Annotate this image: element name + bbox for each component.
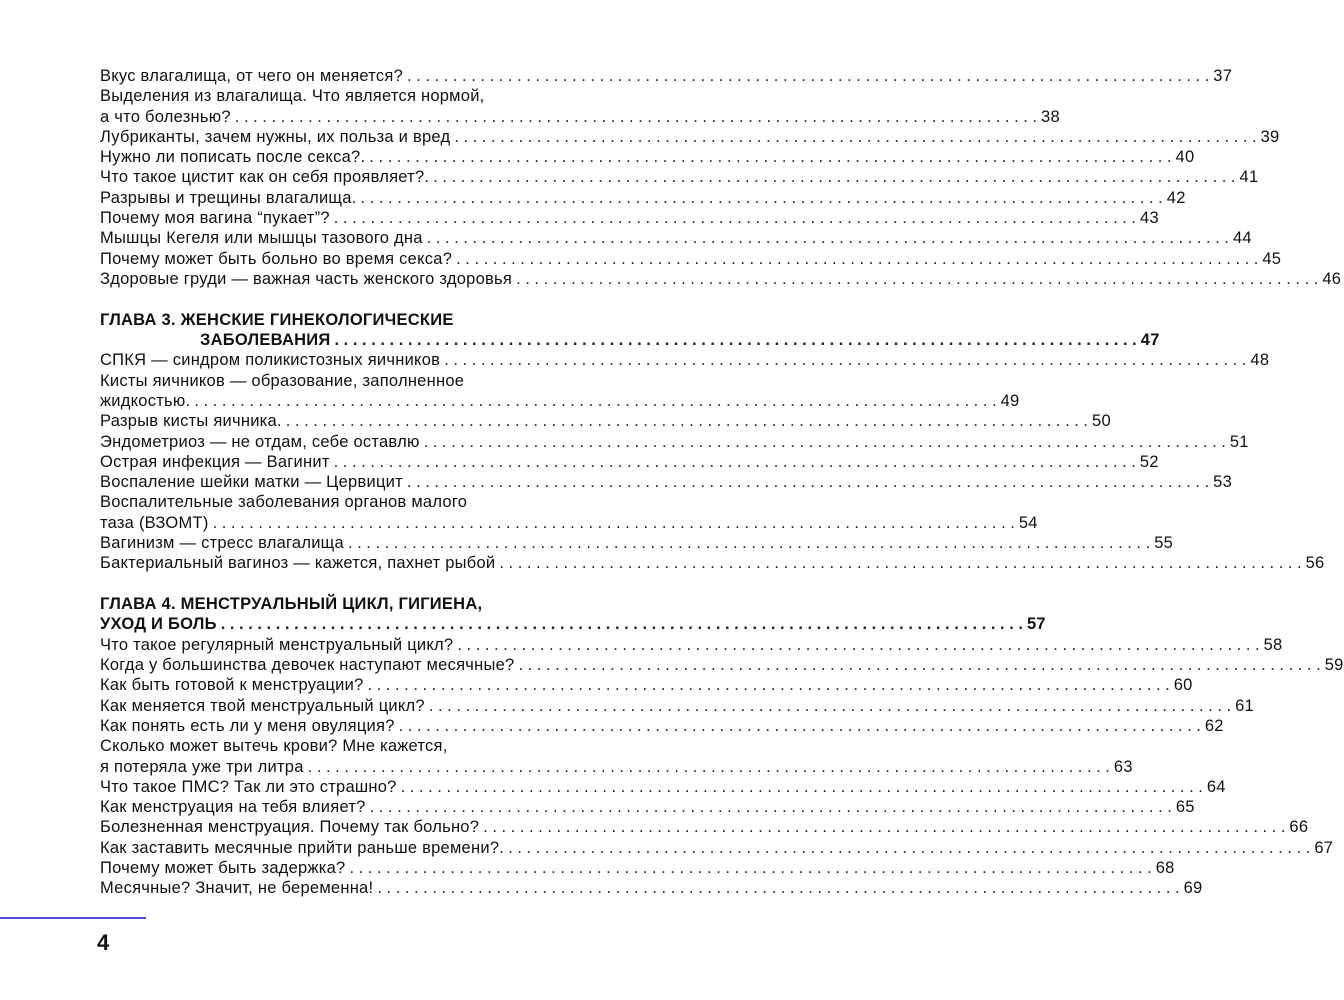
chapter-heading: ГЛАВА 3. ЖЕНСКИЕ ГИНЕКОЛОГИЧЕСКИЕ [100,310,454,329]
toc-page-number: 48 [1250,351,1270,370]
toc-page-number: 53 [1213,473,1233,492]
toc-page-number: 45 [1262,249,1282,268]
toc-entry: Как менструация на тебя влияет? . . . 65 [100,797,707,817]
toc-entry: Болезненная менструация. Почему так больно? . . . 66 [100,817,707,837]
toc-entry: Почему может быть задержка? . . . 68 [100,858,707,878]
toc-page-number: 68 [1155,858,1175,877]
toc-entry: Когда у большинства девочек наступают месячные? . . . 59 [100,655,707,675]
toc-page-number: 50 [1092,412,1111,431]
toc-page-number: 38 [1041,107,1060,126]
toc-entry: СПКЯ — синдром поликистозных яичников . . . 48 [100,350,707,370]
toc-entry: Как заставить месячные прийти раньше времени?. . . . 67 [100,838,707,858]
toc-page-number: 69 [1183,879,1203,898]
toc-entry: Бактериальный вагиноз — кажется, пахнет рыбой . . . 56 [100,553,707,573]
toc-page-number: 65 [1175,798,1195,817]
toc-page-number: 49 [1000,391,1020,410]
toc-entry: таза (ВЗОМТ) . . . 54 [100,513,707,533]
toc-entry: Почему моя вагина “пукает”? . . . 43 [100,208,707,228]
toc-page-number: 58 [1263,635,1283,654]
toc-entry: Что такое регулярный менструальный цикл? . . . 58 [100,635,707,655]
toc-page-number: 41 [1239,168,1259,187]
toc-entry: Нужно ли пописать после секса?. . . . 40 [100,147,707,167]
toc-page-number: 42 [1166,188,1186,207]
toc-entry: Воспалительные заболевания органов малого [100,493,468,512]
toc-entry: Вагинизм — стресс влагалища . . . 55 [100,533,707,553]
toc-page-number: 62 [1204,716,1224,735]
toc-entry: Выделения из влагалища. Что является нормой, [100,87,485,106]
chapter-heading: ГЛАВА 4. МЕНСТРУАЛЬНЫЙ ЦИКЛ, ГИГИЕНА, [100,595,483,614]
toc-entry: жидкостью. . . . 49 [100,391,707,411]
toc-entry: Лубриканты, зачем нужны, их польза и вред . . . 39 [100,127,707,147]
toc-page-number: 44 [1232,229,1252,248]
toc-entry: Разрыв кисты яичника. . . . 50 [100,411,707,431]
toc-entry: Почему может быть больно во время секса? . . . 45 [100,249,707,269]
toc-entry: Как меняется твой менструальный цикл? . . . 61 [100,696,707,716]
toc-entry: Что такое цистит как он себя проявляет?. . . . 41 [100,167,707,187]
page-number: 4 [97,930,110,955]
toc-page-number: 59 [1324,656,1344,675]
toc-section-continued [100,66,1342,289]
footer-rule [0,917,146,919]
toc-entry: Разрывы и трещины влагалища. . . . 42 [100,188,707,208]
chapter-heading: ЗАБОЛЕВАНИЯ . . . 47 [100,330,707,350]
toc-page-number: 61 [1235,696,1254,715]
toc-entry: Как понять есть ли у меня овуляция? . . . 62 [100,716,707,736]
toc-page-number: 56 [1305,554,1325,573]
chapter-page-number: 57 [1026,615,1046,634]
toc-entry: Здоровые груди — важная часть женского здоровья . . . 46 [100,269,707,289]
toc-page-number: 67 [1314,838,1334,857]
toc-page-number: 63 [1113,757,1133,776]
toc-page-number: 52 [1139,452,1159,471]
toc-entry: Месячные? Значит, не беременна! . . . 69 [100,878,707,898]
toc-entry: Острая инфекция — Вагинит . . . 52 [100,452,707,472]
chapter-heading: УХОД И БОЛЬ . . . 57 [100,614,707,634]
toc-page-number: 37 [1213,67,1233,85]
toc-page-number: 40 [1175,148,1195,167]
toc-page-number: 66 [1289,818,1309,837]
toc-chapter-4 [100,594,1344,898]
toc-entry: Кисты яичников — образование, заполненное [100,371,465,390]
toc-entry: я потеряла уже три литра . . . 63 [100,757,707,777]
toc-entry: Эндометриоз — не отдам, себе оставлю . . . 51 [100,432,707,452]
toc-page-number: 46 [1322,269,1342,288]
toc-entry: Сколько может вытечь крови? Мне кажется, [100,737,448,756]
toc-page-number: 54 [1018,513,1038,532]
toc-entry: а что болезнью? . . . 38 [100,107,707,127]
toc-entry: Как быть готовой к менструации? . . . 60 [100,675,707,695]
toc-page-number: 64 [1206,777,1226,796]
toc-page-number: 39 [1260,127,1280,146]
table-of-contents [100,66,1344,899]
toc-page-number: 43 [1140,209,1159,228]
toc-entry: Что такое ПМС? Так ли это страшно? . . . 64 [100,777,707,797]
toc-chapter-3 [100,310,1325,574]
toc-entry: Воспаление шейки матки — Цервицит . . . 53 [100,472,707,492]
chapter-page-number: 47 [1140,331,1160,350]
toc-entry: Мышцы Кегеля или мышцы тазового дна . . . 44 [100,228,707,248]
toc-page-number: 55 [1154,534,1174,553]
toc-entry: Вкус влагалища, от чего он меняется? . . . 37 [100,66,707,86]
toc-page-number: 60 [1173,676,1193,695]
toc-page-number: 51 [1229,432,1249,451]
